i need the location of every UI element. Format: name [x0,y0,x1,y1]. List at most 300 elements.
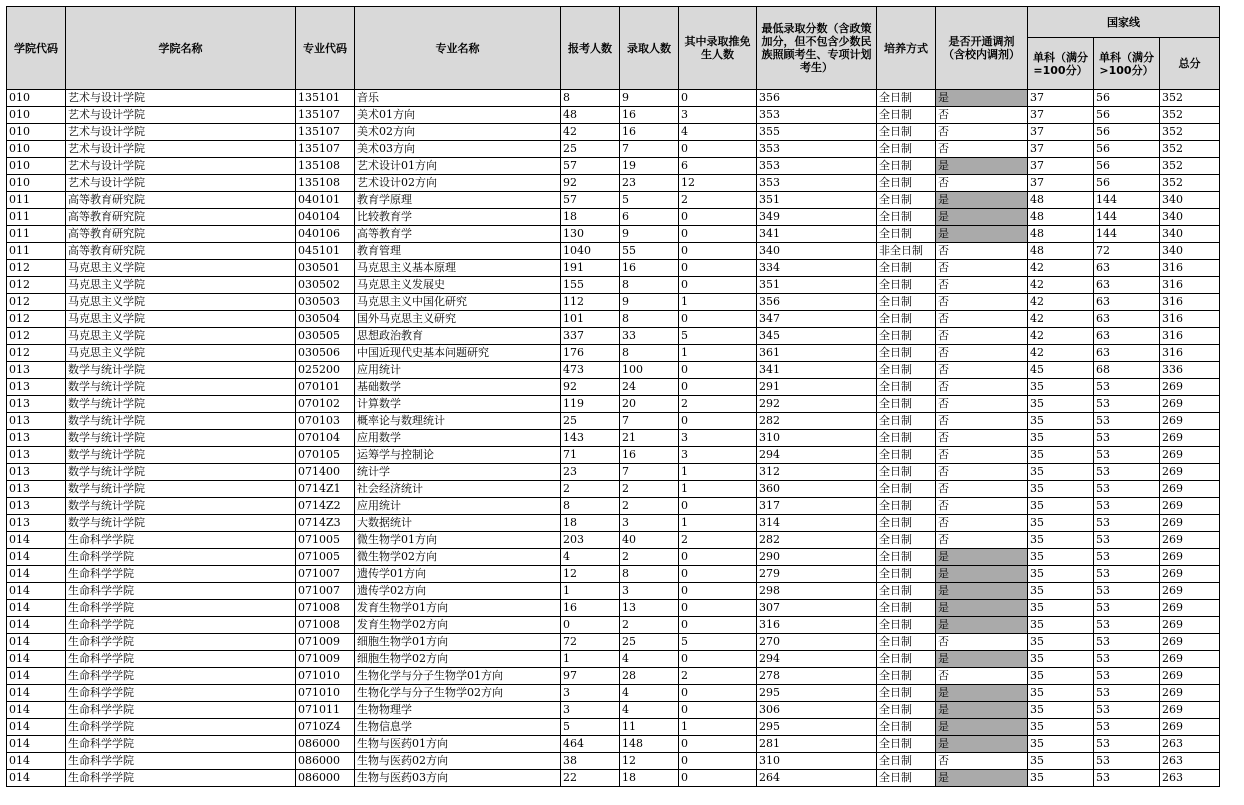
cell-major-code: 086000 [296,753,355,770]
cell-total: 269 [1160,634,1220,651]
cell-major-name: 细胞生物学02方向 [355,651,561,668]
cell-admitted: 148 [620,736,679,753]
cell-major-name: 应用统计 [355,498,561,515]
cell-min-score: 351 [757,192,877,209]
cell-adjust: 否 [936,481,1028,498]
cell-total: 269 [1160,685,1220,702]
cell-single-over100: 53 [1094,396,1160,413]
cell-college-name: 艺术与设计学院 [66,158,296,175]
cell-adjust: 是 [936,702,1028,719]
cell-college-name: 生命科学学院 [66,583,296,600]
cell-mode: 全日制 [877,192,936,209]
cell-major-code: 0714Z1 [296,481,355,498]
cell-major-code: 030501 [296,260,355,277]
cell-single-100: 42 [1028,328,1094,345]
cell-applicants: 130 [561,226,620,243]
header-national-line: 国家线 [1028,7,1220,38]
cell-applicants: 18 [561,515,620,532]
cell-major-code: 0714Z2 [296,498,355,515]
table-row [7,532,1220,549]
table-row [7,719,1220,736]
cell-major-code: 071008 [296,617,355,634]
cell-total: 263 [1160,736,1220,753]
cell-college-code: 010 [7,175,66,192]
cell-adjust: 否 [936,277,1028,294]
cell-min-score: 290 [757,549,877,566]
cell-admitted: 28 [620,668,679,685]
cell-major-name: 国外马克思主义研究 [355,311,561,328]
cell-adjust: 是 [936,736,1028,753]
table-row [7,175,1220,192]
cell-adjust: 是 [936,549,1028,566]
cell-adjust: 否 [936,141,1028,158]
cell-mode: 全日制 [877,209,936,226]
cell-adjust: 否 [936,243,1028,260]
cell-adjust: 否 [936,345,1028,362]
cell-adjust: 否 [936,294,1028,311]
table-row [7,736,1220,753]
cell-single-over100: 53 [1094,668,1160,685]
cell-college-name: 生命科学学院 [66,617,296,634]
cell-total: 316 [1160,328,1220,345]
cell-college-name: 马克思主义学院 [66,311,296,328]
table-row [7,685,1220,702]
cell-applicants: 72 [561,634,620,651]
cell-major-name: 中国近现代史基本问题研究 [355,345,561,362]
table-row [7,226,1220,243]
cell-applicants: 25 [561,413,620,430]
cell-college-code: 014 [7,685,66,702]
cell-major-name: 微生物学01方向 [355,532,561,549]
cell-adjust: 否 [936,430,1028,447]
cell-college-name: 艺术与设计学院 [66,90,296,107]
cell-exempt: 3 [679,107,757,124]
cell-college-name: 艺术与设计学院 [66,141,296,158]
cell-major-name: 生物与医药02方向 [355,753,561,770]
cell-applicants: 191 [561,260,620,277]
cell-adjust: 否 [936,311,1028,328]
cell-single-100: 37 [1028,141,1094,158]
cell-major-code: 030503 [296,294,355,311]
cell-applicants: 473 [561,362,620,379]
cell-major-code: 040106 [296,226,355,243]
cell-single-100: 35 [1028,566,1094,583]
cell-college-name: 数学与统计学院 [66,430,296,447]
cell-min-score: 295 [757,719,877,736]
cell-adjust: 否 [936,447,1028,464]
cell-single-over100: 53 [1094,498,1160,515]
cell-college-code: 011 [7,226,66,243]
header-adjust: 是否开通调剂（含校内调剂） [936,7,1028,90]
table-row [7,294,1220,311]
cell-min-score: 264 [757,770,877,787]
cell-mode: 全日制 [877,447,936,464]
cell-exempt: 0 [679,753,757,770]
cell-exempt: 0 [679,277,757,294]
cell-min-score: 355 [757,124,877,141]
cell-adjust: 是 [936,158,1028,175]
cell-min-score: 341 [757,226,877,243]
cell-major-name: 高等教育学 [355,226,561,243]
cell-total: 269 [1160,481,1220,498]
cell-total: 269 [1160,668,1220,685]
cell-applicants: 8 [561,498,620,515]
cell-adjust: 否 [936,379,1028,396]
cell-single-100: 35 [1028,651,1094,668]
cell-min-score: 334 [757,260,877,277]
cell-mode: 全日制 [877,226,936,243]
cell-college-code: 014 [7,719,66,736]
cell-admitted: 4 [620,651,679,668]
cell-single-100: 35 [1028,447,1094,464]
cell-college-name: 艺术与设计学院 [66,175,296,192]
cell-college-code: 014 [7,753,66,770]
cell-total: 340 [1160,243,1220,260]
cell-exempt: 1 [679,515,757,532]
cell-single-100: 35 [1028,753,1094,770]
cell-college-name: 生命科学学院 [66,736,296,753]
cell-exempt: 12 [679,175,757,192]
cell-college-name: 马克思主义学院 [66,345,296,362]
cell-adjust: 是 [936,770,1028,787]
cell-major-name: 社会经济统计 [355,481,561,498]
cell-exempt: 3 [679,447,757,464]
cell-major-code: 030505 [296,328,355,345]
cell-major-code: 071008 [296,600,355,617]
cell-single-100: 35 [1028,549,1094,566]
cell-applicants: 92 [561,175,620,192]
cell-admitted: 9 [620,90,679,107]
cell-college-code: 013 [7,396,66,413]
cell-college-code: 014 [7,736,66,753]
cell-admitted: 8 [620,311,679,328]
cell-total: 316 [1160,260,1220,277]
cell-single-100: 48 [1028,192,1094,209]
cell-admitted: 11 [620,719,679,736]
cell-college-code: 014 [7,770,66,787]
cell-college-name: 生命科学学院 [66,685,296,702]
cell-major-name: 美术01方向 [355,107,561,124]
cell-major-name: 发育生物学01方向 [355,600,561,617]
cell-mode: 全日制 [877,294,936,311]
cell-college-code: 013 [7,498,66,515]
cell-min-score: 341 [757,362,877,379]
cell-major-code: 071007 [296,583,355,600]
cell-single-100: 35 [1028,379,1094,396]
cell-total: 352 [1160,124,1220,141]
cell-single-over100: 53 [1094,481,1160,498]
cell-mode: 全日制 [877,464,936,481]
cell-college-code: 012 [7,345,66,362]
cell-major-name: 遗传学02方向 [355,583,561,600]
cell-admitted: 20 [620,396,679,413]
cell-total: 336 [1160,362,1220,379]
cell-major-name: 马克思主义基本原理 [355,260,561,277]
cell-major-code: 135108 [296,175,355,192]
cell-exempt: 1 [679,464,757,481]
header-single-100: 单科（满分=100分） [1028,38,1094,90]
table-row [7,379,1220,396]
cell-major-name: 概率论与数理统计 [355,413,561,430]
cell-admitted: 4 [620,685,679,702]
cell-college-name: 数学与统计学院 [66,481,296,498]
cell-single-over100: 53 [1094,379,1160,396]
cell-mode: 全日制 [877,532,936,549]
cell-admitted: 33 [620,328,679,345]
cell-major-code: 071010 [296,668,355,685]
cell-single-100: 48 [1028,243,1094,260]
cell-major-name: 运筹学与控制论 [355,447,561,464]
cell-exempt: 0 [679,702,757,719]
cell-adjust: 否 [936,668,1028,685]
cell-single-100: 35 [1028,634,1094,651]
cell-exempt: 0 [679,311,757,328]
header-college-code: 学院代码 [7,7,66,90]
cell-single-over100: 53 [1094,515,1160,532]
cell-college-name: 高等教育研究院 [66,226,296,243]
cell-min-score: 353 [757,175,877,192]
cell-single-100: 35 [1028,702,1094,719]
cell-college-code: 013 [7,447,66,464]
cell-major-code: 071007 [296,566,355,583]
table-row [7,192,1220,209]
cell-min-score: 278 [757,668,877,685]
cell-adjust: 否 [936,515,1028,532]
cell-total: 316 [1160,277,1220,294]
cell-exempt: 0 [679,549,757,566]
cell-admitted: 7 [620,464,679,481]
cell-college-code: 011 [7,243,66,260]
cell-min-score: 306 [757,702,877,719]
cell-college-code: 014 [7,651,66,668]
cell-college-code: 013 [7,481,66,498]
cell-single-100: 35 [1028,498,1094,515]
cell-applicants: 0 [561,617,620,634]
cell-applicants: 38 [561,753,620,770]
cell-single-100: 42 [1028,260,1094,277]
cell-single-over100: 53 [1094,634,1160,651]
cell-total: 340 [1160,209,1220,226]
cell-college-code: 011 [7,192,66,209]
cell-total: 269 [1160,447,1220,464]
cell-exempt: 0 [679,651,757,668]
table-row [7,617,1220,634]
cell-college-name: 生命科学学院 [66,702,296,719]
table-row [7,753,1220,770]
cell-min-score: 312 [757,464,877,481]
cell-college-code: 010 [7,90,66,107]
cell-single-100: 42 [1028,294,1094,311]
cell-mode: 全日制 [877,634,936,651]
cell-mode: 全日制 [877,328,936,345]
cell-applicants: 3 [561,702,620,719]
cell-adjust: 否 [936,464,1028,481]
cell-college-name: 马克思主义学院 [66,328,296,345]
cell-mode: 全日制 [877,141,936,158]
table-row [7,447,1220,464]
cell-single-over100: 68 [1094,362,1160,379]
header-exempt: 其中录取推免生人数 [679,7,757,90]
cell-applicants: 4 [561,549,620,566]
cell-single-100: 35 [1028,481,1094,498]
header-major-code: 专业代码 [296,7,355,90]
cell-college-name: 高等教育研究院 [66,243,296,260]
table-row [7,651,1220,668]
cell-single-100: 37 [1028,107,1094,124]
cell-total: 263 [1160,753,1220,770]
cell-total: 269 [1160,515,1220,532]
cell-mode: 全日制 [877,413,936,430]
cell-total: 340 [1160,226,1220,243]
cell-mode: 全日制 [877,770,936,787]
cell-adjust: 否 [936,260,1028,277]
cell-adjust: 否 [936,413,1028,430]
cell-college-name: 马克思主义学院 [66,294,296,311]
cell-admitted: 2 [620,498,679,515]
cell-applicants: 176 [561,345,620,362]
cell-college-code: 014 [7,702,66,719]
cell-min-score: 294 [757,447,877,464]
cell-admitted: 12 [620,753,679,770]
cell-exempt: 0 [679,90,757,107]
cell-college-code: 013 [7,430,66,447]
cell-min-score: 349 [757,209,877,226]
cell-adjust: 是 [936,226,1028,243]
cell-admitted: 16 [620,260,679,277]
cell-mode: 全日制 [877,685,936,702]
cell-adjust: 否 [936,124,1028,141]
cell-exempt: 0 [679,243,757,260]
cell-major-code: 0714Z3 [296,515,355,532]
cell-exempt: 4 [679,124,757,141]
cell-total: 352 [1160,107,1220,124]
cell-college-name: 数学与统计学院 [66,447,296,464]
table-row [7,260,1220,277]
cell-major-code: 070102 [296,396,355,413]
cell-total: 269 [1160,651,1220,668]
cell-exempt: 0 [679,617,757,634]
cell-exempt: 0 [679,209,757,226]
cell-single-100: 42 [1028,345,1094,362]
cell-college-code: 010 [7,158,66,175]
table-row [7,668,1220,685]
cell-admitted: 5 [620,192,679,209]
cell-adjust: 是 [936,566,1028,583]
cell-college-code: 012 [7,328,66,345]
cell-single-100: 37 [1028,124,1094,141]
cell-single-over100: 53 [1094,566,1160,583]
table-row [7,277,1220,294]
cell-adjust: 否 [936,107,1028,124]
cell-major-code: 135101 [296,90,355,107]
cell-mode: 全日制 [877,736,936,753]
cell-major-name: 艺术设计02方向 [355,175,561,192]
cell-major-name: 美术03方向 [355,141,561,158]
admission-table-container [6,6,1219,787]
cell-single-over100: 144 [1094,226,1160,243]
cell-single-over100: 63 [1094,260,1160,277]
cell-adjust: 否 [936,498,1028,515]
cell-total: 269 [1160,396,1220,413]
cell-single-over100: 56 [1094,158,1160,175]
cell-applicants: 18 [561,209,620,226]
cell-single-over100: 56 [1094,175,1160,192]
cell-single-over100: 53 [1094,600,1160,617]
cell-adjust: 是 [936,192,1028,209]
cell-total: 269 [1160,532,1220,549]
cell-exempt: 1 [679,481,757,498]
cell-mode: 全日制 [877,617,936,634]
cell-mode: 全日制 [877,498,936,515]
cell-major-code: 071400 [296,464,355,481]
cell-major-name: 马克思主义发展史 [355,277,561,294]
table-row [7,600,1220,617]
cell-admitted: 24 [620,379,679,396]
cell-college-name: 数学与统计学院 [66,396,296,413]
cell-single-100: 35 [1028,413,1094,430]
cell-major-name: 应用统计 [355,362,561,379]
cell-college-name: 高等教育研究院 [66,192,296,209]
cell-major-name: 思想政治教育 [355,328,561,345]
cell-exempt: 0 [679,260,757,277]
cell-single-100: 35 [1028,736,1094,753]
cell-single-over100: 53 [1094,583,1160,600]
cell-mode: 全日制 [877,396,936,413]
cell-applicants: 1 [561,651,620,668]
cell-min-score: 317 [757,498,877,515]
cell-single-over100: 63 [1094,294,1160,311]
cell-college-code: 014 [7,634,66,651]
cell-exempt: 2 [679,396,757,413]
cell-admitted: 3 [620,583,679,600]
cell-exempt: 0 [679,583,757,600]
table-row [7,498,1220,515]
cell-college-code: 011 [7,209,66,226]
cell-college-name: 生命科学学院 [66,719,296,736]
cell-major-name: 生物与医药03方向 [355,770,561,787]
header-major-name: 专业名称 [355,7,561,90]
cell-admitted: 55 [620,243,679,260]
cell-exempt: 0 [679,141,757,158]
cell-min-score: 356 [757,294,877,311]
table-row [7,311,1220,328]
cell-admitted: 4 [620,702,679,719]
cell-single-over100: 53 [1094,651,1160,668]
cell-exempt: 1 [679,345,757,362]
cell-college-code: 014 [7,600,66,617]
table-row [7,90,1220,107]
cell-total: 352 [1160,175,1220,192]
table-row [7,328,1220,345]
cell-college-name: 生命科学学院 [66,532,296,549]
header-admitted: 录取人数 [620,7,679,90]
table-row [7,430,1220,447]
cell-single-100: 35 [1028,430,1094,447]
cell-min-score: 307 [757,600,877,617]
table-row [7,515,1220,532]
cell-admitted: 18 [620,770,679,787]
cell-total: 269 [1160,566,1220,583]
table-row [7,396,1220,413]
cell-admitted: 16 [620,107,679,124]
cell-college-name: 生命科学学院 [66,566,296,583]
table-row [7,141,1220,158]
cell-min-score: 347 [757,311,877,328]
cell-major-name: 细胞生物学01方向 [355,634,561,651]
cell-mode: 全日制 [877,549,936,566]
cell-college-name: 生命科学学院 [66,549,296,566]
cell-major-code: 135107 [296,107,355,124]
